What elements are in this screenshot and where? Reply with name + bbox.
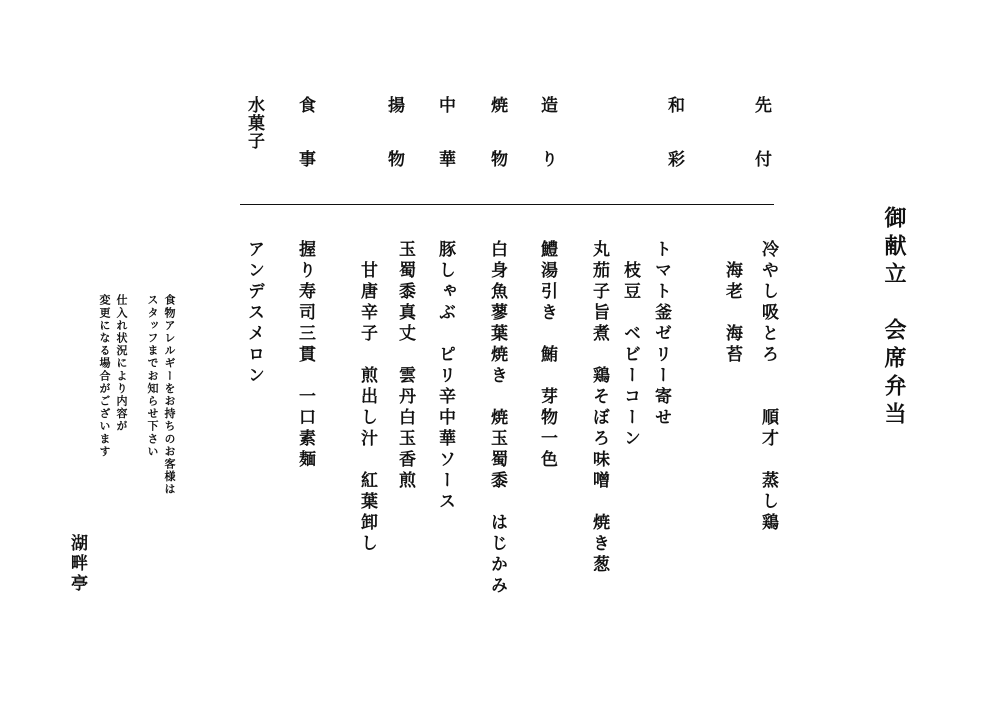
course-label-shokuji: 食 事 — [295, 96, 315, 177]
course-label-yakimono: 焼 物 — [487, 96, 507, 177]
menu-title: 御献立 会席弁当 — [881, 206, 907, 430]
dish-chuka: 豚しゃぶ ピリ辛中華ソース — [435, 240, 455, 513]
dish-agemono: 玉蜀黍真丈 雲丹白玉香煎 甘唐辛子 煎出し汁 紅葉卸し — [357, 240, 415, 555]
course-label-mizugashi: 水菓子 — [244, 96, 264, 150]
allergy-note-line-2: スタッフまでお知らせ下さい — [146, 294, 159, 458]
course-label-agemono: 揚 物 — [384, 96, 404, 177]
dish-mizugashi: アンデスメロン — [244, 240, 264, 387]
restaurant-name: 湖畔亭 — [67, 534, 87, 594]
dish-sakizuke: 冷やし吸とろ 順才 蒸し鶏 海老 海苔 — [722, 240, 778, 534]
dish-yakimono: 白身魚蓼葉焼き 焼玉蜀黍 はじかみ — [487, 240, 507, 597]
dish-shokuji: 握り寿司三貫 一口素麺 — [295, 240, 315, 471]
course-label-sakizuke: 先 付 — [751, 96, 771, 177]
supply-note-line-1: 仕入れ状況により内容が — [115, 294, 128, 433]
dish-tsukuri: 鱧湯引き 鮪 芽物一色 — [537, 240, 557, 471]
course-label-chuka: 中 華 — [435, 96, 455, 177]
allergy-note-line-1: 食物アレルギーをお持ちのお客様は — [163, 294, 176, 496]
course-label-tsukuri: 造 り — [537, 96, 557, 177]
section-divider — [240, 204, 774, 205]
supply-note-line-2: 変更になる場合がございます — [98, 294, 111, 458]
dish-wasai: トマト釜ゼリー寄せ 枝豆 ベビーコーン 丸茄子旨煮 鶏そぼろ味噌 焼き葱 — [589, 240, 671, 576]
course-label-wasai: 和 彩 — [664, 96, 684, 177]
